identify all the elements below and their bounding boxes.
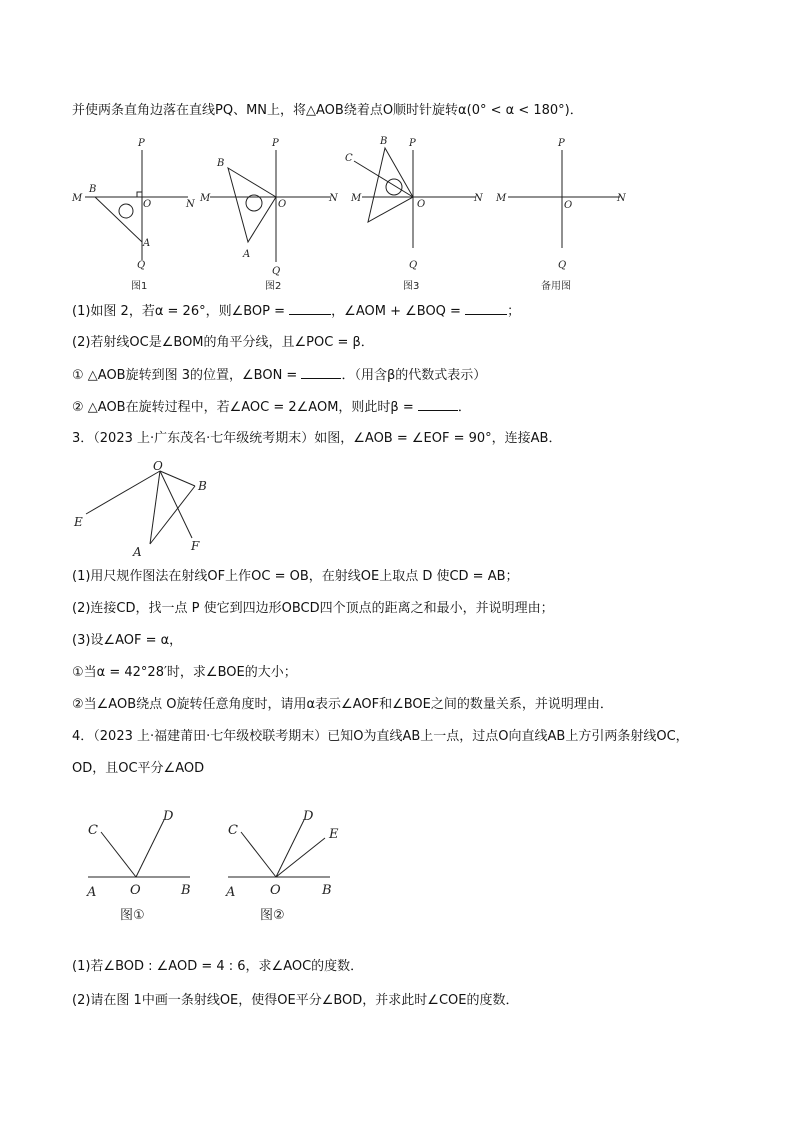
q4-part2: (2)请在图 1中画一条射线OE，使得OE平分∠BOD，并求此时∠COE的度数．: [72, 993, 519, 1008]
fig1-label-q: Q: [137, 260, 146, 271]
q4f1-label-c: C: [88, 823, 98, 838]
q4f2-label-o: O: [270, 883, 281, 898]
q4f2-label-b: B: [322, 883, 332, 898]
fig1-label-o: O: [143, 199, 152, 210]
q4-part1: (1)若∠BOD : ∠AOD = 4 : 6，求∠AOC的度数．: [72, 959, 364, 974]
q4f1-label-b: B: [181, 883, 191, 898]
q4f2-label-e: E: [329, 827, 339, 842]
q3-stem: 3．（2023 上·广东茂名·七年级统考期末）如图，∠AOB = ∠EOF = 90°，连接AB．: [72, 431, 562, 446]
q4f1-label-o: O: [130, 883, 141, 898]
q2-intro: 并使两条直角边落在直线PQ、MN上，将△AOB绕着点O顺时针旋转α(0° < α < 180°)．: [72, 103, 583, 118]
fig1-label-n: N: [186, 199, 195, 210]
q3-part3-sub1: ①当α = 42°28′时，求∠BOE的大小；: [72, 665, 297, 680]
q4f1-label-d: D: [163, 809, 174, 824]
q3-label-b: B: [198, 479, 207, 493]
fig2-label-p: P: [272, 138, 279, 149]
q4-stem-line1: 4．（2023 上·福建莆田·七年级校联考期末）已知O为直线AB上一点，过点O向直线AB上方引两条射线OC，: [72, 729, 689, 744]
q3-label-f: F: [191, 539, 200, 553]
fig3-label-q: Q: [409, 260, 418, 271]
q4-stem-line2: OD，且OC平分∠AOD: [72, 761, 205, 776]
q3-part2: (2)连接CD，找一点 P 使它到四边形OBCD四个顶点的距离之和最小，并说明理由；: [72, 601, 554, 616]
q2-figures: [0, 130, 794, 300]
q3-part1: (1)用尺规作图法在射线OF上作OC = OB，在射线OE上取点 D 使CD = AB；: [72, 569, 519, 584]
fig4-label-p: P: [558, 138, 565, 149]
fig2-label-o: O: [278, 199, 287, 210]
fig4-label-o: O: [564, 200, 573, 211]
fig4-label-q: Q: [558, 260, 567, 271]
fig3-label-b: B: [380, 136, 388, 147]
q4-fig2-caption: 图②: [260, 908, 285, 923]
q2-part2: (2)若射线OC是∠BOM的角平分线，且∠POC = β．: [72, 335, 374, 350]
fig2-label-m: M: [200, 193, 211, 204]
fig2-label-q: Q: [272, 266, 281, 277]
q3-part3-sub2: ②当∠AOB绕点 O旋转任意角度时，请用α表示∠AOF和∠BOE之间的数量关系，并说明理由．: [72, 697, 613, 712]
q3-part3: (3)设∠AOF = α，: [72, 633, 183, 648]
fig3-label-m: M: [351, 193, 362, 204]
q4-fig1-caption: 图①: [120, 908, 145, 923]
q2-part2-sub1: ① △AOB旋转到图 3的位置，∠BON = ．（用含β的代数式表示）: [72, 368, 487, 383]
fig1-label-a: A: [143, 238, 151, 249]
fig1-label-p: P: [138, 138, 145, 149]
fig1-label-b: B: [89, 184, 97, 195]
fig2-caption: 图2: [265, 281, 282, 292]
answer-blank[interactable]: [301, 366, 341, 379]
q2-part2-sub2: ② △AOB在旋转过程中，若∠AOC = 2∠AOM，则此时β = ．: [72, 400, 471, 415]
q3-label-a: A: [133, 545, 142, 556]
fig3-caption: 图3: [403, 281, 420, 292]
fig2-label-n: N: [329, 193, 338, 204]
fig2-label-a: A: [243, 249, 251, 260]
fig3-label-c: C: [345, 153, 353, 164]
q4f2-label-c: C: [228, 823, 238, 838]
q4f2-label-d: D: [303, 809, 314, 824]
answer-blank[interactable]: [418, 398, 458, 411]
fig3-label-p: P: [409, 138, 416, 149]
fig1-caption: 图1: [131, 281, 148, 292]
fig2-label-b: B: [217, 158, 225, 169]
q4-figures: [0, 800, 794, 930]
answer-blank[interactable]: [289, 302, 331, 315]
q2-part1: (1)如图 2，若α = 26°，则∠BOP = ，∠AOM + ∠BOQ = ；: [72, 304, 521, 319]
q4f1-label-a: A: [87, 885, 97, 900]
fig1-label-m: M: [72, 193, 83, 204]
q4f2-label-a: A: [226, 885, 236, 900]
fig4-caption: 备用图: [541, 281, 571, 292]
fig3-label-n: N: [474, 193, 483, 204]
fig4-label-m: M: [496, 193, 507, 204]
fig3-label-o: O: [417, 199, 426, 210]
q3-figure: [0, 456, 794, 556]
q3-label-e: E: [74, 515, 83, 529]
fig4-label-n: N: [617, 193, 626, 204]
answer-blank[interactable]: [465, 302, 507, 315]
q3-label-o: O: [153, 459, 163, 473]
